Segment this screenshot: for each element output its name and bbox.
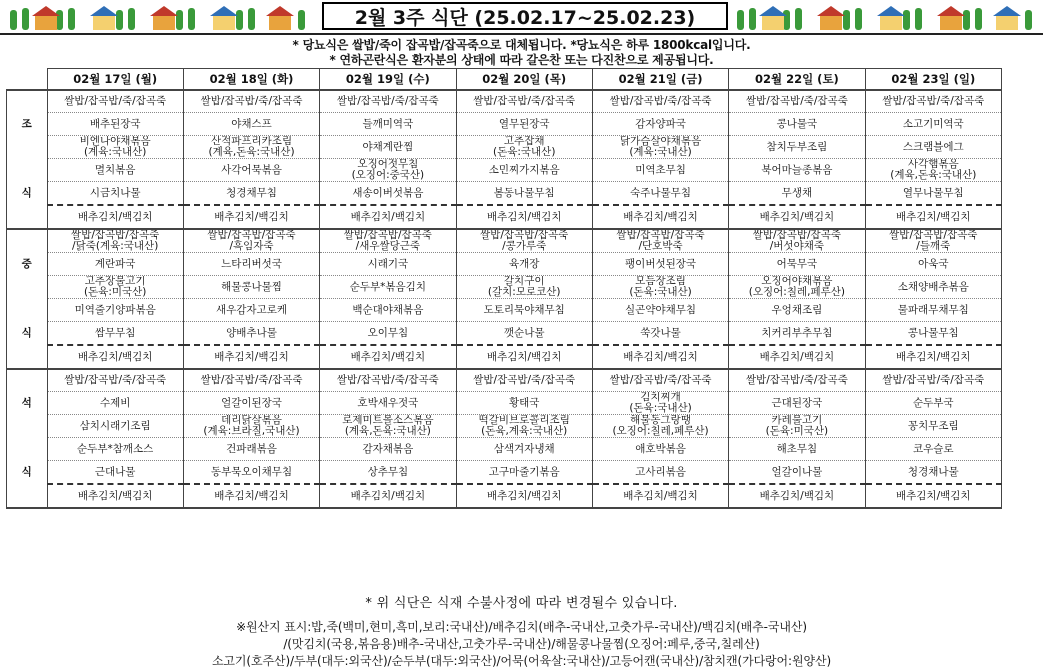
- meal-label-spacer: [7, 345, 48, 369]
- menu-cell: 배추김치/백김치: [320, 484, 456, 508]
- menu-cell: 야채스프: [183, 113, 319, 136]
- menu-cell: 고추잡채 (돈육:국내산): [456, 136, 592, 159]
- menu-cell: 쌀밥/잡곡밥/잡곡죽 /흑임자죽: [183, 229, 319, 253]
- meal-label-spacer: [7, 484, 48, 508]
- menu-cell: 열무나물무침: [865, 182, 1001, 206]
- menu-cell: 어묵무국: [729, 253, 865, 276]
- menu-cell: 무생채: [729, 182, 865, 206]
- menu-cell: 쌀밥/잡곡밥/죽/잡곡죽: [456, 369, 592, 392]
- menu-cell: 배추김치/백김치: [865, 345, 1001, 369]
- menu-cell: 숙주나물무침: [592, 182, 728, 206]
- menu-cell: 배추김치/백김치: [456, 484, 592, 508]
- menu-cell: 육개장: [456, 253, 592, 276]
- menu-cell: 오이무침: [320, 322, 456, 346]
- meal-soup-row: [7, 392, 1002, 415]
- day-header: 02월 23일 (일): [865, 69, 1001, 91]
- meal-rice-row: [7, 229, 1002, 253]
- meal-label-top: 석: [7, 392, 48, 415]
- menu-cell: 고추장불고기 (돈육:미국산): [47, 276, 183, 299]
- meal-kimchi-row: [7, 345, 1002, 369]
- meal-main-dish-row: [7, 136, 1002, 159]
- menu-cell: 순두부*볶음김치: [320, 276, 456, 299]
- menu-cell: 해초무침: [729, 438, 865, 461]
- menu-cell: 황태국: [456, 392, 592, 415]
- menu-cell: 코우슬로: [865, 438, 1001, 461]
- menu-cell: 쌀밥/잡곡밥/잡곡죽 /새우쌀당근죽: [320, 229, 456, 253]
- page-title: 2월 3주 식단 (25.02.17~25.02.23): [322, 2, 728, 30]
- menu-cell: 쌀밥/잡곡밥/죽/잡곡죽: [320, 369, 456, 392]
- menu-cell: 배추김치/백김치: [456, 345, 592, 369]
- menu-cell: 쌀밥/잡곡밥/죽/잡곡죽: [456, 90, 592, 113]
- menu-cell: 아욱국: [865, 253, 1001, 276]
- menu-cell: 배추김치/백김치: [320, 345, 456, 369]
- menu-cell: 상추무침: [320, 461, 456, 485]
- menu-cell: 배추김치/백김치: [592, 484, 728, 508]
- menu-cell: 순두부*참깨소스: [47, 438, 183, 461]
- menu-cell: 봄동나물무침: [456, 182, 592, 206]
- menu-cell: 쌀밥/잡곡밥/잡곡죽 /단호박죽: [592, 229, 728, 253]
- menu-cell: 고사리볶음: [592, 461, 728, 485]
- menu-cell: 느타리버섯국: [183, 253, 319, 276]
- menu-cell: 쌀밥/잡곡밥/죽/잡곡죽: [865, 90, 1001, 113]
- menu-cell: 쌀밥/잡곡밥/죽/잡곡죽: [592, 90, 728, 113]
- menu-cell: 얼갈이된장국: [183, 392, 319, 415]
- meal-vegetable-row: [7, 182, 1002, 206]
- menu-cell: 들깨미역국: [320, 113, 456, 136]
- menu-cell: 감자양파국: [592, 113, 728, 136]
- menu-cell: 깻순나물: [456, 322, 592, 346]
- menu-cell: 쌀밥/잡곡밥/죽/잡곡죽: [592, 369, 728, 392]
- menu-cell: 배추김치/백김치: [865, 484, 1001, 508]
- menu-cell: 삼치시래기조림: [47, 415, 183, 438]
- day-header: 02월 22일 (토): [729, 69, 865, 91]
- menu-cell: 해물콩나물찜: [183, 276, 319, 299]
- change-notice: * 위 식단은 식재 수불사정에 따라 변경될수 있습니다.: [365, 596, 678, 611]
- menu-cell: 쌀밥/잡곡밥/잡곡죽 /닭죽(계육:국내산): [47, 229, 183, 253]
- menu-cell: 배추김치/백김치: [865, 205, 1001, 229]
- day-header: 02월 18일 (화): [183, 69, 319, 91]
- menu-cell: 청경채나물: [865, 461, 1001, 485]
- menu-cell: 참치두부조림: [729, 136, 865, 159]
- menu-cell: 소고기미역국: [865, 113, 1001, 136]
- menu-cell: 스크램블에그: [865, 136, 1001, 159]
- menu-cell: 쌀밥/잡곡밥/잡곡죽 /버섯야채죽: [729, 229, 865, 253]
- menu-cell: 쌀밥/잡곡밥/잡곡죽 /들깨죽: [865, 229, 1001, 253]
- meal-label-bottom: 식: [7, 322, 48, 346]
- day-header: 02월 20일 (목): [456, 69, 592, 91]
- meal-label-spacer: [7, 229, 48, 253]
- menu-cell: 얼갈이나물: [729, 461, 865, 485]
- menu-cell: 김치찌개 (돈육:국내산): [592, 392, 728, 415]
- menu-cell: 배추된장국: [47, 113, 183, 136]
- menu-cell: 배추김치/백김치: [183, 345, 319, 369]
- meal-label-spacer: [7, 369, 48, 392]
- dysphagia-diet-note: * 연하곤란식은 환자분의 상태에 따라 갈은찬 또는 다진찬으로 제공됩니다.: [329, 53, 714, 67]
- menu-cell: 쌀밥/잡곡밥/죽/잡곡죽: [47, 90, 183, 113]
- menu-cell: 쌀밥/잡곡밥/잡곡죽 /콩가루죽: [456, 229, 592, 253]
- menu-cell: 팽이버섯된장국: [592, 253, 728, 276]
- menu-cell: 치커리부추무침: [729, 322, 865, 346]
- meal-label-spacer: [7, 415, 48, 438]
- menu-cell: 시래기국: [320, 253, 456, 276]
- menu-cell: 사각햄볶음 (계육,돈육:국내산): [865, 159, 1001, 182]
- meal-side-dish-row: [7, 299, 1002, 322]
- origin-line-1: ※원산지 표시:밥,죽(백미,현미,흑미,보리:국내산)/배추김치(배추-국내산,고춧가루-국내산)/백김치(배추-국내산): [236, 620, 807, 634]
- meal-vegetable-row: [7, 461, 1002, 485]
- meal-label-spacer: [7, 299, 48, 322]
- menu-cell: 백순대야채볶음: [320, 299, 456, 322]
- menu-cell: 미역줄기양파볶음: [47, 299, 183, 322]
- menu-cell: 쑥갓나물: [592, 322, 728, 346]
- menu-cell: 쌀밥/잡곡밥/죽/잡곡죽: [183, 369, 319, 392]
- menu-cell: 쌀밥/잡곡밥/죽/잡곡죽: [729, 369, 865, 392]
- menu-cell: 쌀밥/잡곡밥/죽/잡곡죽: [183, 90, 319, 113]
- meal-label-top: 조: [7, 113, 48, 136]
- menu-cell: 열무된장국: [456, 113, 592, 136]
- origin-line-3: 소고기(호주산)/두부(대두:외국산)/순두부(대두:외국산)/어묵(어육살:국내산)/고등어캔(국내산)/참치캔(가다랑어:원양산): [211, 654, 832, 668]
- menu-cell: 콩나물국: [729, 113, 865, 136]
- menu-cell: 소민찌가지볶음: [456, 159, 592, 182]
- meal-side-dish-row: [7, 159, 1002, 182]
- menu-cell: 실곤약야채무침: [592, 299, 728, 322]
- menu-cell: 동부묵오이채무침: [183, 461, 319, 485]
- menu-cell: 고구마줄기볶음: [456, 461, 592, 485]
- menu-cell: 쌀밥/잡곡밥/죽/잡곡죽: [729, 90, 865, 113]
- menu-cell: 계란파국: [47, 253, 183, 276]
- menu-cell: 수제비: [47, 392, 183, 415]
- menu-cell: 쌀밥/잡곡밥/죽/잡곡죽: [865, 369, 1001, 392]
- diabetic-diet-note: * 당뇨식은 쌀밥/죽이 잡곡밥/잡곡죽으로 대체됩니다. *당뇨식은 하루 1800kcal입니다.: [292, 38, 751, 52]
- menu-cell: 갈치구이 (갈치:모로코산): [456, 276, 592, 299]
- meal-rice-row: [7, 90, 1002, 113]
- village-decoration-left: [8, 2, 308, 32]
- village-decoration-right: [735, 2, 1035, 32]
- meal-main-dish-row: [7, 415, 1002, 438]
- day-header: 02월 19일 (수): [320, 69, 456, 91]
- menu-cell: 사각어묵볶음: [183, 159, 319, 182]
- menu-cell: 배추김치/백김치: [47, 484, 183, 508]
- meal-label-bottom: 식: [7, 182, 48, 206]
- menu-cell: 배추김치/백김치: [729, 484, 865, 508]
- menu-cell: 도토리묵야채무침: [456, 299, 592, 322]
- meal-label-spacer: [7, 276, 48, 299]
- menu-cell: 북어마늘종볶음: [729, 159, 865, 182]
- menu-cell: 호박새우젓국: [320, 392, 456, 415]
- meal-label-spacer: [7, 205, 48, 229]
- meal-soup-row: [7, 113, 1002, 136]
- menu-cell: 삼색겨자냉채: [456, 438, 592, 461]
- menu-cell: 데리닭살볶음 (계육:브라질,국내산): [183, 415, 319, 438]
- menu-body: [7, 90, 1002, 508]
- menu-cell: 오징어젓무침 (오징어:중국산): [320, 159, 456, 182]
- day-header: 02월 21일 (금): [592, 69, 728, 91]
- meal-label-spacer: [7, 90, 48, 113]
- corner-cell: [7, 69, 48, 91]
- menu-cell: 새송이버섯볶음: [320, 182, 456, 206]
- menu-cell: 소채양배추볶음: [865, 276, 1001, 299]
- menu-cell: 쌈무무침: [47, 322, 183, 346]
- menu-cell: 근대된장국: [729, 392, 865, 415]
- menu-cell: 모듬장조림 (돈육:국내산): [592, 276, 728, 299]
- menu-cell: 순두부국: [865, 392, 1001, 415]
- meal-label-top: 중: [7, 253, 48, 276]
- meal-rice-row: [7, 369, 1002, 392]
- menu-cell: 감자채볶음: [320, 438, 456, 461]
- menu-cell: 비엔나야채볶음 (계육:국내산): [47, 136, 183, 159]
- menu-cell: 근대나물: [47, 461, 183, 485]
- meal-label-spacer: [7, 438, 48, 461]
- meal-kimchi-row: [7, 484, 1002, 508]
- menu-cell: 배추김치/백김치: [729, 205, 865, 229]
- menu-cell: 새우감자고로케: [183, 299, 319, 322]
- menu-cell: 배추김치/백김치: [47, 345, 183, 369]
- menu-cell: 시금치나물: [47, 182, 183, 206]
- menu-cell: 배추김치/백김치: [592, 205, 728, 229]
- menu-cell: 양배추나물: [183, 322, 319, 346]
- menu-cell: 쌀밥/잡곡밥/죽/잡곡죽: [320, 90, 456, 113]
- menu-cell: 애호박볶음: [592, 438, 728, 461]
- menu-cell: 야채계란찜: [320, 136, 456, 159]
- meal-main-dish-row: [7, 276, 1002, 299]
- menu-cell: 닭가슴살야채볶음 (계육:국내산): [592, 136, 728, 159]
- menu-cell: 로제미트볼소스볶음 (계육,돈육:국내산): [320, 415, 456, 438]
- menu-cell: 배추김치/백김치: [47, 205, 183, 229]
- menu-cell: 우엉채조림: [729, 299, 865, 322]
- divider: [0, 33, 1043, 35]
- menu-cell: 꽁치무조림: [865, 415, 1001, 438]
- origin-line-2: /(맛김치(국용,볶음용)배추-국내산,고춧가루-국내산)/해물콩나물찜(오징어:페루,중국,칠레산): [283, 637, 760, 651]
- menu-cell: 멸치볶음: [47, 159, 183, 182]
- meal-kimchi-row: [7, 205, 1002, 229]
- meal-side-dish-row: [7, 438, 1002, 461]
- meal-soup-row: [7, 253, 1002, 276]
- meal-label-bottom: 식: [7, 461, 48, 485]
- menu-cell: 산적파프리카조림 (계육,돈육:국내산): [183, 136, 319, 159]
- menu-cell: 배추김치/백김치: [729, 345, 865, 369]
- weekly-menu-table: [6, 68, 1002, 509]
- menu-cell: 콩나물무침: [865, 322, 1001, 346]
- meal-label-spacer: [7, 136, 48, 159]
- menu-cell: 배추김치/백김치: [592, 345, 728, 369]
- day-header: 02월 17일 (월): [47, 69, 183, 91]
- menu-cell: 배추김치/백김치: [456, 205, 592, 229]
- meal-label-spacer: [7, 159, 48, 182]
- day-header-row: [7, 69, 1002, 91]
- menu-cell: 오징어야채볶음 (오징어:칠레,페루산): [729, 276, 865, 299]
- menu-cell: 배추김치/백김치: [320, 205, 456, 229]
- menu-cell: 카레불고기 (돈육:미국산): [729, 415, 865, 438]
- meal-vegetable-row: [7, 322, 1002, 346]
- menu-cell: 청경채무침: [183, 182, 319, 206]
- menu-cell: 쌀밥/잡곡밥/죽/잡곡죽: [47, 369, 183, 392]
- menu-cell: 미역초무침: [592, 159, 728, 182]
- menu-cell: 배추김치/백김치: [183, 205, 319, 229]
- menu-cell: 배추김치/백김치: [183, 484, 319, 508]
- menu-cell: 해물동그랑땡 (오징어:칠레,페루산): [592, 415, 728, 438]
- menu-cell: 떡갈비브로콜리조림 (돈육,계육:국내산): [456, 415, 592, 438]
- menu-cell: 물파래무채무침: [865, 299, 1001, 322]
- menu-cell: 건파래볶음: [183, 438, 319, 461]
